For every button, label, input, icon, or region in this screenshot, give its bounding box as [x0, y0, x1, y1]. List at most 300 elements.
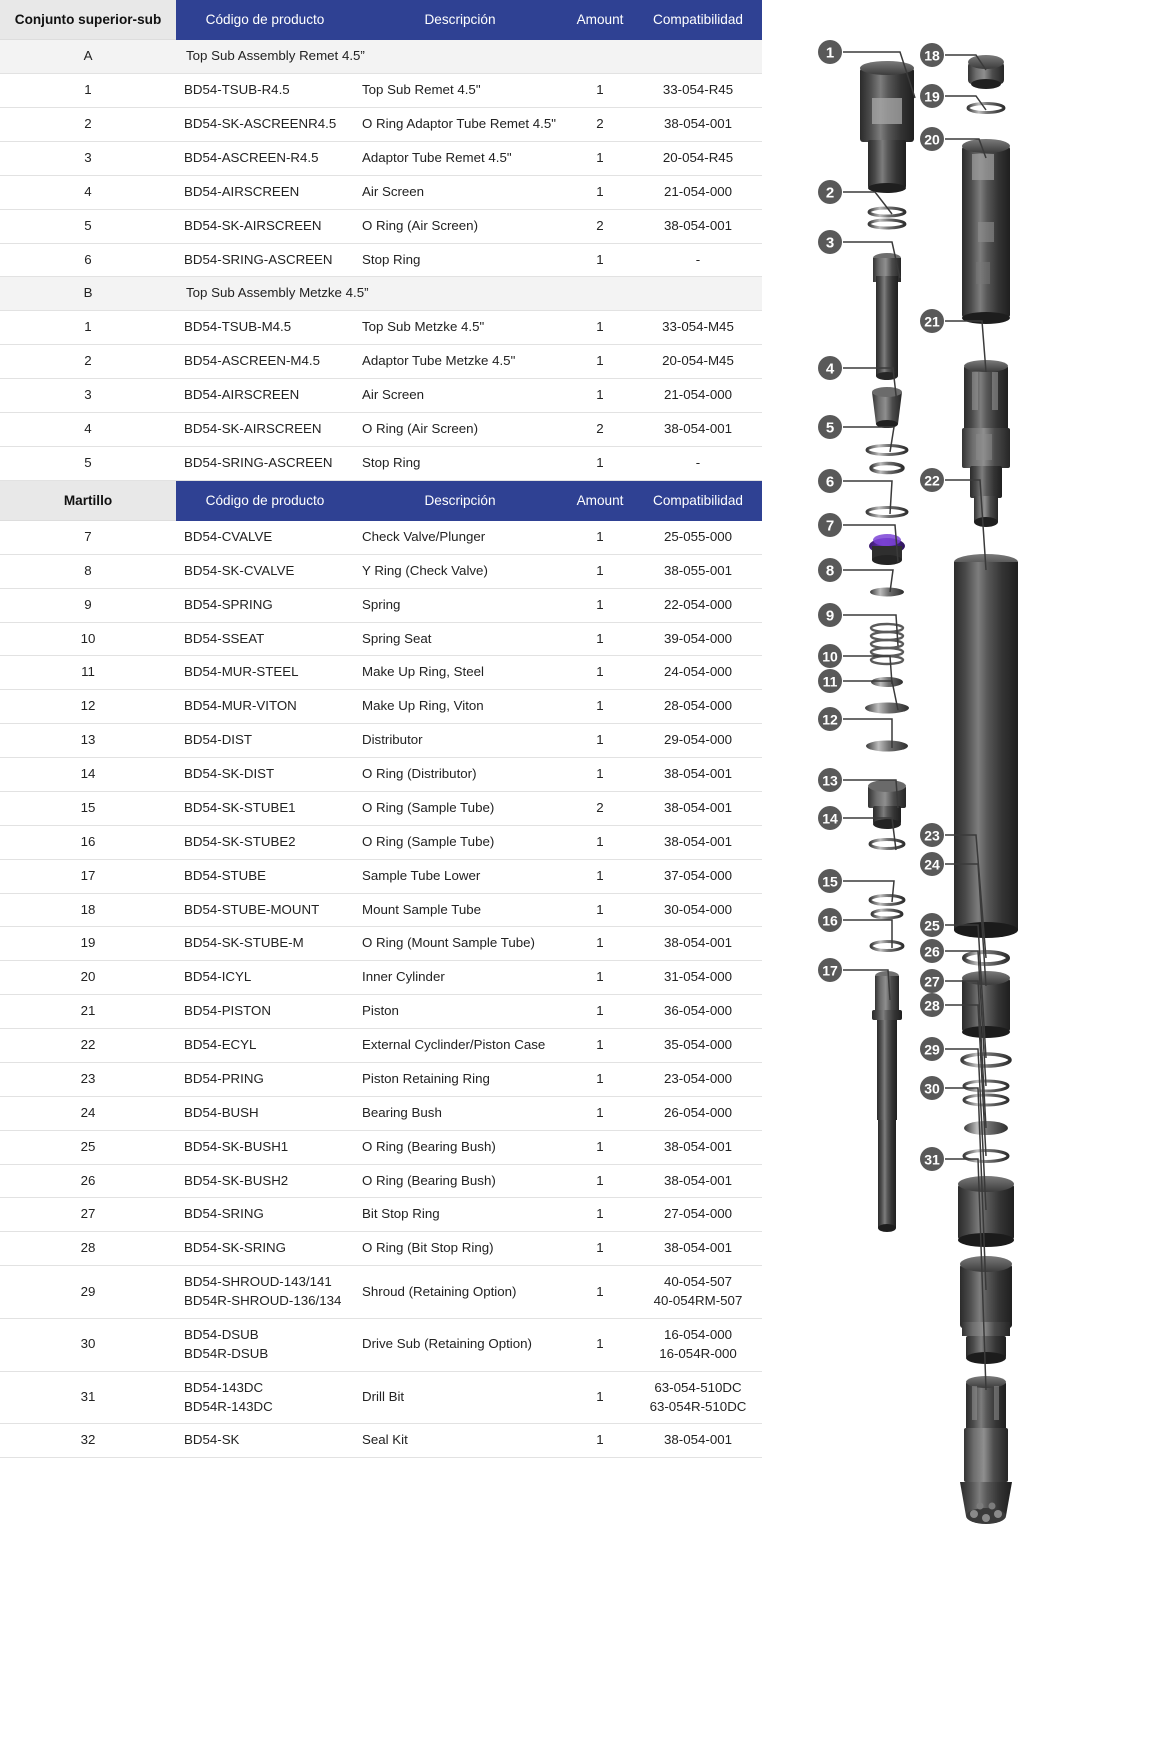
table-row — [0, 311, 762, 345]
column-header-code: Código de producto — [176, 0, 354, 40]
svg-text:22: 22 — [924, 472, 940, 489]
cell-desc: Air Screen — [354, 379, 566, 413]
table-row — [0, 379, 762, 413]
cell-item: 20 — [0, 961, 176, 995]
cell-amount: 1 — [566, 379, 634, 413]
callout-badge-14 — [818, 806, 842, 830]
cell-amount: 2 — [566, 791, 634, 825]
svg-text:23: 23 — [924, 827, 940, 844]
cell-item: 11 — [0, 656, 176, 690]
assembly-group-title: Top Sub Assembly Metzke 4.5” — [176, 277, 762, 311]
cell-desc: O Ring (Air Screen) — [354, 412, 566, 446]
cell-item: 14 — [0, 758, 176, 792]
svg-text:24: 24 — [924, 856, 940, 873]
cell-amount: 1 — [566, 554, 634, 588]
assembly-group-title: Top Sub Assembly Remet 4.5” — [176, 40, 762, 74]
svg-text:7: 7 — [825, 517, 835, 535]
cell-amount: 2 — [566, 108, 634, 142]
cell-item: 10 — [0, 622, 176, 656]
part-1-top-sub — [860, 61, 914, 193]
cell-amount: 1 — [566, 446, 634, 480]
part-4-air-screen — [872, 387, 902, 428]
callout-badge-31 — [920, 1147, 944, 1171]
cell-amount: 1 — [566, 243, 634, 277]
cell-compat: 23-054-000 — [634, 1062, 762, 1096]
table-row — [0, 1062, 762, 1096]
callout-badge-28 — [920, 993, 944, 1017]
table-row — [0, 927, 762, 961]
cell-amount: 1 — [566, 520, 634, 554]
cell-compat: 37-054-000 — [634, 859, 762, 893]
table-row — [0, 1096, 762, 1130]
callout-badge-17 — [818, 958, 842, 982]
cell-code: BD54-DIST — [176, 724, 354, 758]
cell-desc: Make Up Ring, Steel — [354, 656, 566, 690]
svg-text:6: 6 — [825, 473, 835, 491]
part-14-o-ring-distributor — [870, 840, 904, 849]
part-8-y-ring — [870, 588, 904, 597]
cell-amount: 1 — [566, 825, 634, 859]
table-row — [0, 588, 762, 622]
cell-desc: O Ring (Bearing Bush) — [354, 1164, 566, 1198]
cell-compat: 38-054-001 — [634, 758, 762, 792]
cell-desc: Drive Sub (Retaining Option) — [354, 1318, 566, 1371]
cell-amount: 1 — [566, 690, 634, 724]
leader-line-15 — [843, 881, 894, 902]
column-header-item: Conjunto superior-sub — [0, 0, 176, 40]
cell-amount: 1 — [566, 724, 634, 758]
cell-compat: 24-054-000 — [634, 656, 762, 690]
cell-compat: 20-054-M45 — [634, 345, 762, 379]
cell-compat: 38-054-001 — [634, 1424, 762, 1458]
cell-desc: Stop Ring — [354, 446, 566, 480]
cell-item: 13 — [0, 724, 176, 758]
cell-code: BD54-SK-STUBE1 — [176, 791, 354, 825]
cell-code: BD54-PISTON — [176, 995, 354, 1029]
cell-code: BD54-AIRSCREEN — [176, 379, 354, 413]
cell-compat: 22-054-000 — [634, 588, 762, 622]
table-row — [0, 1318, 762, 1371]
svg-text:20: 20 — [924, 131, 940, 148]
cell-item: 4 — [0, 175, 176, 209]
cell-compat: 27-054-000 — [634, 1198, 762, 1232]
callout-badge-16 — [818, 908, 842, 932]
cell-desc: O Ring (Distributor) — [354, 758, 566, 792]
cell-code: BD54-SPRING — [176, 588, 354, 622]
svg-text:3: 3 — [825, 234, 835, 252]
cell-amount: 1 — [566, 345, 634, 379]
cell-code: BD54-SK-BUSH2 — [176, 1164, 354, 1198]
callout-badge-5 — [818, 415, 842, 439]
svg-text:31: 31 — [924, 1151, 940, 1168]
cell-item: 5 — [0, 209, 176, 243]
cell-item: 15 — [0, 791, 176, 825]
cell-item: 21 — [0, 995, 176, 1029]
callout-badge-23 — [920, 823, 944, 847]
cell-desc: O Ring (Sample Tube) — [354, 791, 566, 825]
assembly-group-label: B — [0, 277, 176, 311]
cell-amount: 1 — [566, 311, 634, 345]
svg-text:29: 29 — [924, 1041, 940, 1058]
table-row — [0, 758, 762, 792]
table-row — [0, 175, 762, 209]
callout-badge-8 — [818, 558, 842, 582]
cell-code: BD54-SK-SRING — [176, 1232, 354, 1266]
cell-desc: O Ring (Air Screen) — [354, 209, 566, 243]
callout-badge-24 — [920, 852, 944, 876]
table-row — [0, 1130, 762, 1164]
svg-text:11: 11 — [822, 673, 838, 690]
cell-compat: 16-054-000 16-054R-000 — [634, 1318, 762, 1371]
table-row — [0, 141, 762, 175]
cell-item: 5 — [0, 446, 176, 480]
cell-amount: 1 — [566, 622, 634, 656]
cell-compat: 21-054-000 — [634, 175, 762, 209]
cell-code: BD54-ASCREEN-R4.5 — [176, 141, 354, 175]
callout-badge-1 — [818, 40, 842, 64]
cell-item: 26 — [0, 1164, 176, 1198]
cell-code: BD54-ASCREEN-M4.5 — [176, 345, 354, 379]
cell-item: 29 — [0, 1266, 176, 1319]
cell-code: BD54-STUBE-MOUNT — [176, 893, 354, 927]
cell-desc: Make Up Ring, Viton — [354, 690, 566, 724]
svg-text:15: 15 — [822, 873, 838, 890]
table-header-row — [0, 0, 762, 40]
cell-compat: 38-054-001 — [634, 1232, 762, 1266]
callout-badge-12 — [818, 707, 842, 731]
column-header-amount: Amount — [566, 480, 634, 520]
cell-amount: 1 — [566, 1266, 634, 1319]
column-header-compat: Compatibilidad — [634, 480, 762, 520]
cell-code: BD54-SRING-ASCREEN — [176, 243, 354, 277]
cell-amount: 1 — [566, 1029, 634, 1063]
table-row — [0, 622, 762, 656]
cell-amount: 1 — [566, 927, 634, 961]
svg-text:12: 12 — [822, 711, 838, 728]
callout-badge-13 — [818, 768, 842, 792]
cell-code: BD54-TSUB-R4.5 — [176, 74, 354, 108]
table-row — [0, 345, 762, 379]
part-17-sample-tube-lower — [872, 971, 902, 1232]
cell-item: 28 — [0, 1232, 176, 1266]
cell-item: 4 — [0, 412, 176, 446]
part-18-mount-sample-tube — [968, 55, 1004, 89]
cell-desc: Top Sub Remet 4.5" — [354, 74, 566, 108]
cell-code: BD54-PRING — [176, 1062, 354, 1096]
cell-desc: Y Ring (Check Valve) — [354, 554, 566, 588]
callout-badge-18 — [920, 43, 944, 67]
cell-compat: 33-054-M45 — [634, 311, 762, 345]
cell-compat: 30-054-000 — [634, 893, 762, 927]
callout-badge-21 — [920, 309, 944, 333]
cell-item: 1 — [0, 74, 176, 108]
cell-compat: 38-055-001 — [634, 554, 762, 588]
cell-desc: Shroud (Retaining Option) — [354, 1266, 566, 1319]
table-row — [0, 995, 762, 1029]
part-12-make-up-ring-viton — [866, 741, 908, 752]
table-row — [0, 690, 762, 724]
cell-desc: Spring — [354, 588, 566, 622]
cell-desc: Top Sub Metzke 4.5" — [354, 311, 566, 345]
cell-compat: 31-054-000 — [634, 961, 762, 995]
cell-item: 7 — [0, 520, 176, 554]
assembly-group-row — [0, 277, 762, 311]
cell-code: BD54-SSEAT — [176, 622, 354, 656]
part-29-shroud — [958, 1176, 1014, 1247]
cell-code: BD54-SK-BUSH1 — [176, 1130, 354, 1164]
cell-item: 16 — [0, 825, 176, 859]
part-5-o-rings-air-screen — [867, 446, 907, 473]
cell-desc: Sample Tube Lower — [354, 859, 566, 893]
cell-compat: 25-055-000 — [634, 520, 762, 554]
cell-amount: 1 — [566, 1164, 634, 1198]
cell-item: 22 — [0, 1029, 176, 1063]
column-header-desc: Descripción — [354, 0, 566, 40]
cell-item: 2 — [0, 345, 176, 379]
leader-line-2 — [843, 192, 892, 214]
cell-amount: 1 — [566, 175, 634, 209]
cell-compat: 36-054-000 — [634, 995, 762, 1029]
table-row — [0, 1198, 762, 1232]
cell-compat: - — [634, 446, 762, 480]
svg-text:8: 8 — [825, 562, 835, 580]
cell-amount: 1 — [566, 961, 634, 995]
table-row — [0, 656, 762, 690]
cell-code: BD54-STUBE — [176, 859, 354, 893]
cell-desc: O Ring Adaptor Tube Remet 4.5" — [354, 108, 566, 142]
callout-badge-27 — [920, 969, 944, 993]
cell-compat: 38-054-001 — [634, 927, 762, 961]
callout-badge-30 — [920, 1076, 944, 1100]
cell-compat: 38-054-001 — [634, 1130, 762, 1164]
cell-compat: - — [634, 243, 762, 277]
callout-badge-10 — [818, 644, 842, 668]
column-header-desc: Descripción — [354, 480, 566, 520]
callout-badge-3 — [818, 230, 842, 254]
cell-desc: Adaptor Tube Remet 4.5" — [354, 141, 566, 175]
table-row — [0, 1029, 762, 1063]
svg-text:28: 28 — [924, 997, 940, 1014]
cell-amount: 1 — [566, 758, 634, 792]
callout-badge-2 — [818, 180, 842, 204]
cell-code: BD54-SK-STUBE-M — [176, 927, 354, 961]
cell-item: 27 — [0, 1198, 176, 1232]
cell-item: 24 — [0, 1096, 176, 1130]
cell-amount: 1 — [566, 1096, 634, 1130]
cell-compat: 39-054-000 — [634, 622, 762, 656]
cell-desc: Distributor — [354, 724, 566, 758]
callout-badge-25 — [920, 913, 944, 937]
cell-compat: 38-054-001 — [634, 825, 762, 859]
part-22-external-cylinder — [954, 554, 1018, 938]
cell-compat: 33-054-R45 — [634, 74, 762, 108]
table-row — [0, 893, 762, 927]
cell-code: BD54-SK-AIRSCREEN — [176, 209, 354, 243]
cell-code: BD54-SRING-ASCREEN — [176, 446, 354, 480]
table-row — [0, 209, 762, 243]
cell-item: 6 — [0, 243, 176, 277]
callout-badge-15 — [818, 869, 842, 893]
cell-code: BD54-SK-CVALVE — [176, 554, 354, 588]
cell-desc: Piston Retaining Ring — [354, 1062, 566, 1096]
callout-badge-29 — [920, 1037, 944, 1061]
cell-desc: Adaptor Tube Metzke 4.5" — [354, 345, 566, 379]
table-row — [0, 554, 762, 588]
cell-desc: O Ring (Mount Sample Tube) — [354, 927, 566, 961]
callout-badge-9 — [818, 603, 842, 627]
cell-item: 23 — [0, 1062, 176, 1096]
cell-compat: 21-054-000 — [634, 379, 762, 413]
cell-desc: Stop Ring — [354, 243, 566, 277]
table-row — [0, 859, 762, 893]
callout-badge-4 — [818, 356, 842, 380]
table-row — [0, 1232, 762, 1266]
svg-text:14: 14 — [822, 810, 838, 827]
cell-compat: 38-054-001 — [634, 209, 762, 243]
svg-text:4: 4 — [825, 360, 835, 378]
cell-desc: Check Valve/Plunger — [354, 520, 566, 554]
cell-compat: 20-054-R45 — [634, 141, 762, 175]
leader-line-6 — [843, 481, 892, 514]
cell-amount: 1 — [566, 1371, 634, 1424]
table-row — [0, 825, 762, 859]
table-row — [0, 724, 762, 758]
callout-badge-11 — [818, 669, 842, 693]
svg-text:10: 10 — [822, 648, 838, 665]
cell-amount: 1 — [566, 1130, 634, 1164]
cell-item: 18 — [0, 893, 176, 927]
cell-compat: 38-054-001 — [634, 1164, 762, 1198]
cell-amount: 1 — [566, 995, 634, 1029]
column-header-compat: Compatibilidad — [634, 0, 762, 40]
cell-amount: 1 — [566, 893, 634, 927]
callout-badge-6 — [818, 469, 842, 493]
cell-amount: 1 — [566, 1198, 634, 1232]
part-3-adaptor-tube — [873, 253, 901, 380]
part-21-piston — [962, 360, 1010, 527]
assembly-group-row — [0, 40, 762, 74]
svg-text:30: 30 — [924, 1080, 940, 1097]
assembly-group-label: A — [0, 40, 176, 74]
cell-desc: O Ring (Bearing Bush) — [354, 1130, 566, 1164]
cell-desc: Mount Sample Tube — [354, 893, 566, 927]
cell-item: 25 — [0, 1130, 176, 1164]
cell-compat: 38-054-001 — [634, 791, 762, 825]
cell-amount: 1 — [566, 1424, 634, 1458]
cell-item: 19 — [0, 927, 176, 961]
cell-amount: 1 — [566, 1062, 634, 1096]
cell-item: 12 — [0, 690, 176, 724]
part-20-inner-cylinder — [962, 139, 1010, 324]
table-row — [0, 446, 762, 480]
part-31-drill-bit — [960, 1376, 1012, 1524]
cell-item: 2 — [0, 108, 176, 142]
table-row — [0, 791, 762, 825]
cell-desc: External Cyclinder/Piston Case — [354, 1029, 566, 1063]
svg-text:18: 18 — [924, 47, 940, 64]
cell-desc: O Ring (Sample Tube) — [354, 825, 566, 859]
cell-compat: 29-054-000 — [634, 724, 762, 758]
svg-text:21: 21 — [924, 313, 940, 330]
cell-code: BD54-SK-DIST — [176, 758, 354, 792]
callout-badge-19 — [920, 84, 944, 108]
table-row — [0, 108, 762, 142]
cell-item: 17 — [0, 859, 176, 893]
callout-badge-20 — [920, 127, 944, 151]
table-row — [0, 961, 762, 995]
callout-badge-26 — [920, 939, 944, 963]
cell-code: BD54-SRING — [176, 1198, 354, 1232]
cell-amount: 1 — [566, 1232, 634, 1266]
table-row — [0, 1164, 762, 1198]
cell-code: BD54-ECYL — [176, 1029, 354, 1063]
cell-desc: Piston — [354, 995, 566, 1029]
cell-desc: Seal Kit — [354, 1424, 566, 1458]
cell-amount: 1 — [566, 74, 634, 108]
cell-amount: 1 — [566, 859, 634, 893]
part-2-o-rings — [869, 208, 905, 228]
column-header-item: Martillo — [0, 480, 176, 520]
svg-text:26: 26 — [924, 943, 940, 960]
cell-compat: 38-054-001 — [634, 412, 762, 446]
cell-desc: Inner Cylinder — [354, 961, 566, 995]
cell-desc: O Ring (Bit Stop Ring) — [354, 1232, 566, 1266]
cell-amount: 1 — [566, 1318, 634, 1371]
cell-code: BD54-MUR-VITON — [176, 690, 354, 724]
cell-compat: 26-054-000 — [634, 1096, 762, 1130]
part-11-make-up-ring-steel — [865, 703, 909, 714]
svg-text:27: 27 — [924, 973, 940, 990]
svg-text:19: 19 — [924, 88, 940, 105]
cell-item: 3 — [0, 141, 176, 175]
cell-code: BD54-DSUB BD54R-DSUB — [176, 1318, 354, 1371]
part-16-o-ring-sample-tube — [871, 942, 903, 951]
cell-compat: 35-054-000 — [634, 1029, 762, 1063]
callout-badge-7 — [818, 513, 842, 537]
leader-line-9 — [843, 615, 898, 646]
cell-amount: 2 — [566, 209, 634, 243]
cell-compat: 63-054-510DC 63-054R-510DC — [634, 1371, 762, 1424]
cell-amount: 1 — [566, 141, 634, 175]
leader-line-16 — [843, 920, 892, 948]
cell-desc: Air Screen — [354, 175, 566, 209]
cell-code: BD54-SK-STUBE2 — [176, 825, 354, 859]
part-10-spring-seat — [871, 677, 903, 687]
cell-desc: Bit Stop Ring — [354, 1198, 566, 1232]
part-7-check-valve — [869, 534, 905, 565]
cell-code: BD54-SHROUD-143/141 BD54R-SHROUD-136/134 — [176, 1266, 354, 1319]
table-row — [0, 412, 762, 446]
table-row — [0, 1424, 762, 1458]
cell-code: BD54-SK-AIRSCREEN — [176, 412, 354, 446]
cell-item: 32 — [0, 1424, 176, 1458]
cell-code: BD54-AIRSCREEN — [176, 175, 354, 209]
part-19-o-ring-mount-sample-tube — [968, 104, 1004, 113]
cell-compat: 40-054-507 40-054RM-507 — [634, 1266, 762, 1319]
cell-amount: 1 — [566, 588, 634, 622]
table-row — [0, 520, 762, 554]
svg-text:25: 25 — [924, 917, 940, 934]
cell-code: BD54-ICYL — [176, 961, 354, 995]
part-6-stop-ring — [867, 508, 907, 517]
column-header-code: Código de producto — [176, 480, 354, 520]
cell-desc: Bearing Bush — [354, 1096, 566, 1130]
cell-code: BD54-TSUB-M4.5 — [176, 311, 354, 345]
cell-code: BD54-MUR-STEEL — [176, 656, 354, 690]
table-row — [0, 1371, 762, 1424]
svg-text:2: 2 — [825, 184, 835, 202]
column-header-amount: Amount — [566, 0, 634, 40]
